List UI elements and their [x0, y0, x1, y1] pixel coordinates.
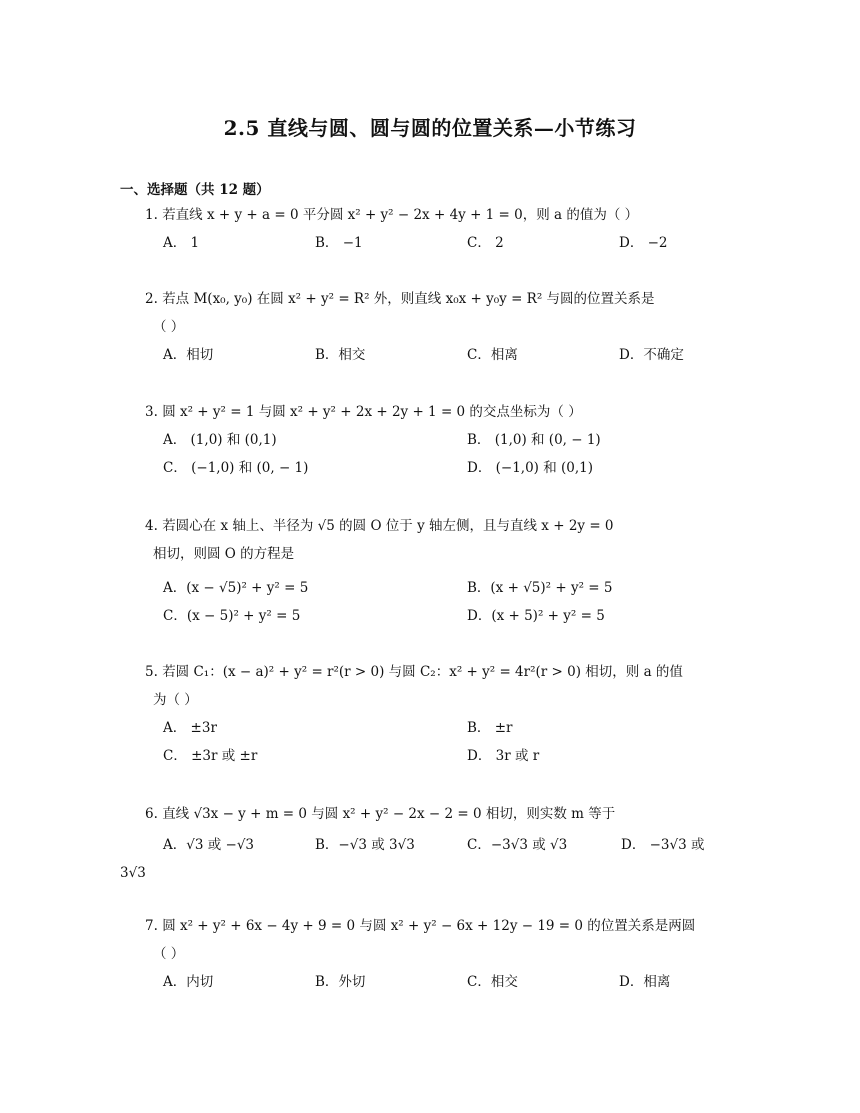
options-row: [145, 968, 735, 996]
question-number: 6.: [145, 806, 158, 822]
options-row: [145, 602, 735, 630]
option-c[interactable]: C．相离: [467, 347, 518, 363]
option-d[interactable]: D．相离: [619, 974, 671, 990]
question-7: [145, 912, 735, 996]
option-c[interactable]: C． (−1,0) 和 (0, − 1): [163, 460, 309, 476]
options-row: [145, 831, 735, 859]
option-b[interactable]: B．相交: [315, 347, 366, 363]
options-row: [145, 714, 735, 742]
option-c[interactable]: C． ±3r 或 ±r: [163, 748, 258, 764]
option-c[interactable]: C．(x − 5)² + y² = 5: [163, 608, 301, 624]
option-a[interactable]: A．相切: [163, 347, 214, 363]
option-d[interactable]: D． −3√3 或: [621, 837, 705, 853]
question-stem: 若直线 x + y + a = 0 平分圆 x² + y² − 2x + 4y + 1 = 0，则 a 的值为（ ）: [162, 207, 639, 223]
question-number: 1.: [145, 207, 158, 223]
question-stem: 若圆心在 x 轴上、半径为 √5 的圆 O 位于 y 轴左侧，且与直线 x + 2y = 0: [162, 518, 614, 534]
question-stem-continued: 相切，则圆 O 的方程是: [153, 546, 295, 562]
option-c[interactable]: C．相交: [467, 974, 518, 990]
options-row: [145, 574, 735, 602]
question-6: [120, 800, 735, 887]
options-row: [145, 742, 735, 770]
question-stem: 圆 x² + y² = 1 与圆 x² + y² + 2x + 2y + 1 = 0 的交点坐标为（ ）: [162, 404, 582, 420]
option-a[interactable]: A． (1,0) 和 (0,1): [163, 432, 277, 448]
option-d[interactable]: D． (−1,0) 和 (0,1): [467, 460, 594, 476]
option-b[interactable]: B． −1: [315, 235, 363, 251]
section-heading: 一、选择题（共 12 题）: [120, 182, 270, 198]
question-stem: 若点 M(x₀, y₀) 在圆 x² + y² = R² 外，则直线 x₀x + y₀y = R² 与圆的位置关系是: [162, 291, 655, 307]
option-d[interactable]: D．不确定: [619, 347, 684, 363]
option-a[interactable]: A．(x − √5)² + y² = 5: [163, 580, 309, 596]
option-b[interactable]: B．(x + √5)² + y² = 5: [467, 580, 613, 596]
question-4: [145, 512, 735, 630]
question-2: [145, 285, 735, 369]
option-b[interactable]: B．外切: [315, 974, 366, 990]
question-stem: 直线 √3x − y + m = 0 与圆 x² + y² − 2x − 2 = 0 相切，则实数 m 等于: [162, 806, 616, 822]
question-stem-continued: （ ）: [153, 319, 185, 335]
option-d[interactable]: D．(x + 5)² + y² = 5: [467, 608, 605, 624]
question-stem: 若圆 C₁：(x − a)² + y² = r²(r > 0) 与圆 C₂：x² + y² = 4r²(r > 0) 相切，则 a 的值: [162, 664, 683, 680]
question-number: 3.: [145, 404, 158, 420]
question-stem-continued: 为（ ）: [153, 692, 198, 708]
question-3: [145, 398, 735, 482]
question-number: 7.: [145, 918, 158, 934]
question-number: 5.: [145, 664, 158, 680]
question-1: [145, 201, 735, 257]
options-row: [145, 426, 735, 454]
option-a[interactable]: A． 1: [163, 235, 200, 251]
question-number: 4.: [145, 518, 158, 534]
document-title: 2.5 直线与圆、圆与圆的位置关系—小节练习: [223, 116, 637, 140]
options-row: [145, 341, 735, 369]
option-a[interactable]: A．内切: [163, 974, 214, 990]
option-b[interactable]: B． (1,0) 和 (0, − 1): [467, 432, 601, 448]
option-b[interactable]: B．−√3 或 3√3: [315, 837, 415, 853]
question-stem: 圆 x² + y² + 6x − 4y + 9 = 0 与圆 x² + y² − 6x + 12y − 19 = 0 的位置关系是两圆: [162, 918, 696, 934]
options-row: [145, 229, 735, 257]
option-b[interactable]: B． ±r: [467, 720, 513, 736]
question-number: 2.: [145, 291, 158, 307]
options-row: [145, 454, 735, 482]
option-c[interactable]: C． 2: [467, 235, 504, 251]
question-stem-continued: （ ）: [153, 946, 185, 962]
option-d[interactable]: D． −2: [619, 235, 668, 251]
option-a[interactable]: A． ±3r: [163, 720, 217, 736]
option-a[interactable]: A．√3 或 −√3: [163, 837, 255, 853]
question-5: [145, 658, 735, 770]
option-d[interactable]: D． 3r 或 r: [467, 748, 540, 764]
option-c[interactable]: C．−3√3 或 √3: [467, 837, 568, 853]
option-d-continued: 3√3: [120, 865, 146, 881]
